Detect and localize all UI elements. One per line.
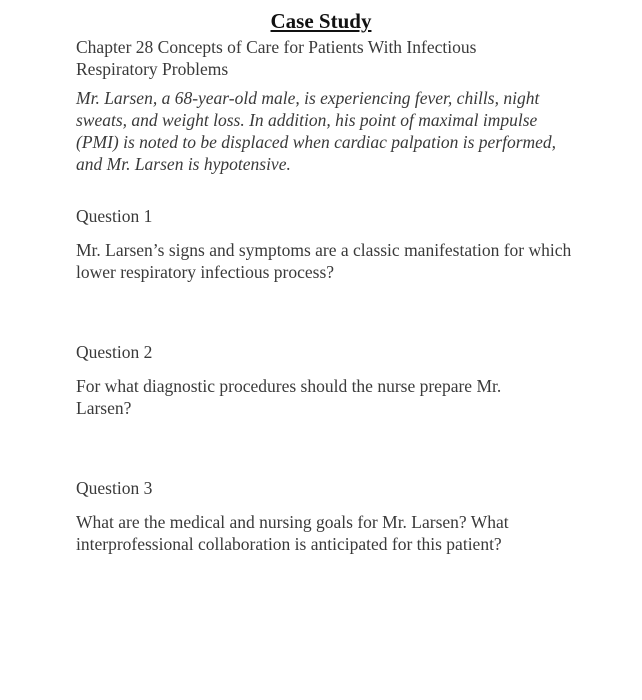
case-scenario: Mr. Larsen, a 68-year-old male, is experiencing fever, chills, night sweats, and weight loss. In addition, his point of maximal impulse (PMI) is noted to be displaced when cardiac palpation is performed, and Mr. Larsen is hypotensive. (76, 88, 557, 174)
question-3-heading: Question 3 (76, 478, 153, 498)
question-3-text: What are the medical and nursing goals for Mr. Larsen? What interprofessional collaboration is anticipated for this patient? (76, 512, 509, 554)
document-title: Case Study (270, 9, 372, 33)
question-1-heading: Question 1 (76, 206, 153, 226)
question-2-text: For what diagnostic procedures should the nurse prepare Mr. Larsen? (76, 376, 502, 418)
question-2-heading: Question 2 (76, 342, 153, 362)
chapter-heading: Chapter 28 Concepts of Care for Patients With Infectious Respiratory Problems (76, 37, 477, 79)
question-1-text: Mr. Larsen’s signs and symptoms are a classic manifestation for which lower respiratory infectious process? (76, 240, 572, 282)
